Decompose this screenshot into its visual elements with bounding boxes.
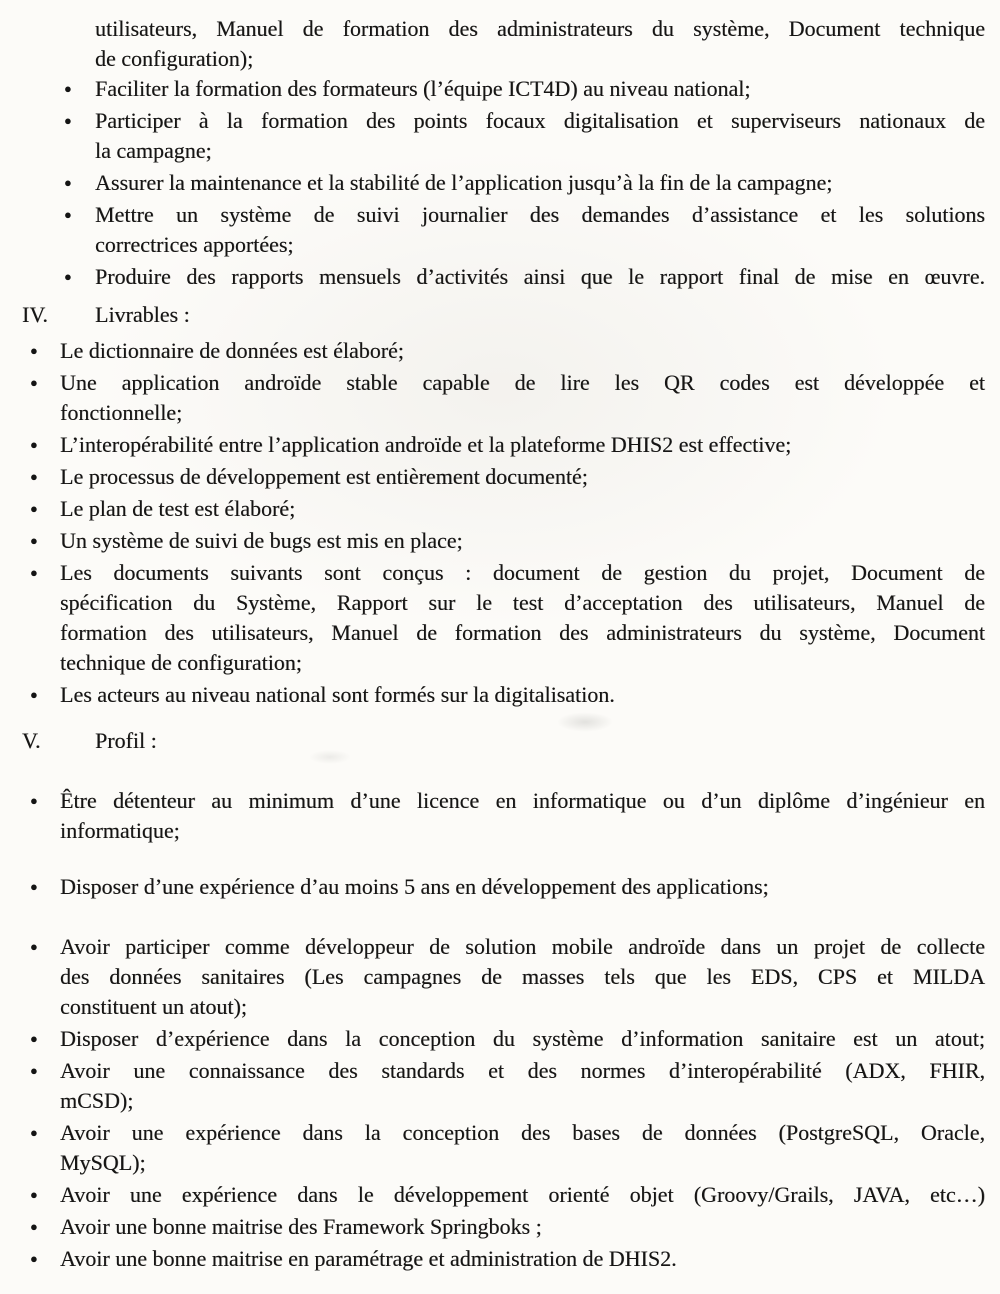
text-line: Disposer d’une expérience d’au moins 5 ans en développement des applications; <box>60 874 769 899</box>
text-line: Faciliter la formation des formateurs (l’équipe ICT4D) au niveau national; <box>95 76 751 101</box>
text-line: Les documents suivants sont conçus : document de gestion du projet, Document de <box>60 560 985 585</box>
text-line: Une application androïde stable capable de lire les QR codes est développée et <box>60 370 985 395</box>
text-line: Avoir une bonne maitrise des Framework Springboks ; <box>60 1214 542 1239</box>
text-line: correctrices apportées; <box>95 232 294 257</box>
list-item <box>22 462 985 492</box>
text-line: Participer à la formation des points focaux digitalisation et superviseurs nationaux de <box>95 108 985 133</box>
bullet-icon: ● <box>64 113 72 128</box>
list-item <box>22 106 985 166</box>
text-line: Disposer d’expérience dans la conception du système d’information sanitaire est un atout; <box>60 1026 985 1051</box>
bullet-icon: ● <box>30 1125 38 1140</box>
text-line: Avoir une bonne maitrise en paramétrage et administration de DHIS2. <box>60 1246 677 1271</box>
text-line: mCSD); <box>60 1088 134 1113</box>
text-line: Assurer la maintenance et la stabilité de l’application jusqu’à la fin de la campagne; <box>95 170 833 195</box>
list-item <box>22 168 985 198</box>
section-heading-livrables <box>22 300 985 330</box>
text-line: Avoir une expérience dans le développement orienté objet (Groovy/Grails, JAVA, etc…) <box>60 1182 985 1207</box>
list-item <box>22 872 985 902</box>
text-line: de configuration); <box>95 46 254 71</box>
text-line: formation des utilisateurs, Manuel de formation des administrateurs du système, Document <box>60 620 985 645</box>
bullet-icon: ● <box>30 533 38 548</box>
tasks-list <box>22 74 985 292</box>
list-item <box>22 368 985 428</box>
bullet-icon: ● <box>30 939 38 954</box>
text-line: MySQL); <box>60 1150 146 1175</box>
text-line: L’interopérabilité entre l’application androïde et la plateforme DHIS2 est effective; <box>60 432 792 457</box>
text-line: technique de configuration; <box>60 650 302 675</box>
bullet-icon: ● <box>30 469 38 484</box>
text-line: Le processus de développement est entièrement documenté; <box>60 464 588 489</box>
section-number: V. <box>22 728 41 753</box>
text-line: informatique; <box>60 818 180 843</box>
text-line: Un système de suivi de bugs est mis en place; <box>60 528 463 553</box>
section-number: IV. <box>22 302 48 327</box>
bullet-icon: ● <box>30 1251 38 1266</box>
text-line: Mettre un système de suivi journalier des demandes d’assistance et les solutions <box>95 202 985 227</box>
bullet-icon: ● <box>30 879 38 894</box>
list-item <box>22 1212 985 1242</box>
text-line: des données sanitaires (Les campagnes de masses tels que les EDS, CPS et MILDA <box>60 964 985 989</box>
bullet-icon: ● <box>64 207 72 222</box>
text-line: spécification du Système, Rapport sur le test d’acceptation des utilisateurs, Manuel de <box>60 590 985 615</box>
list-item <box>22 558 985 678</box>
list-item <box>22 262 985 292</box>
list-item <box>22 786 985 846</box>
bullet-icon: ● <box>30 1219 38 1234</box>
list-item <box>22 1244 985 1274</box>
continuation-paragraph <box>95 14 985 74</box>
text-line: Le dictionnaire de données est élaboré; <box>60 338 404 363</box>
list-item <box>22 74 985 104</box>
list-item <box>22 494 985 524</box>
section-title: Livrables : <box>95 302 190 327</box>
bullet-icon: ● <box>30 1063 38 1078</box>
text-line: la campagne; <box>95 138 212 163</box>
list-item <box>22 200 985 260</box>
list-item <box>22 1024 985 1054</box>
text-line: Le plan de test est élaboré; <box>60 496 296 521</box>
text-line: utilisateurs, Manuel de formation des administrateurs du système, Document technique <box>95 16 985 41</box>
profil-list <box>22 786 985 1274</box>
livrables-list <box>22 336 985 710</box>
list-item <box>22 932 985 1022</box>
bullet-icon: ● <box>30 1187 38 1202</box>
text-line: Avoir participer comme développeur de solution mobile androïde dans un projet de collecte <box>60 934 985 959</box>
bullet-icon: ● <box>64 269 72 284</box>
list-item <box>22 336 985 366</box>
text-line: Avoir une expérience dans la conception des bases de données (PostgreSQL, Oracle, <box>60 1120 985 1145</box>
bullet-icon: ● <box>30 343 38 358</box>
text-line: Être détenteur au minimum d’une licence en informatique ou d’un diplôme d’ingénieur en <box>60 788 985 813</box>
bullet-icon: ● <box>30 793 38 808</box>
list-item <box>22 1056 985 1116</box>
text-line: Les acteurs au niveau national sont formés sur la digitalisation. <box>60 682 615 707</box>
bullet-icon: ● <box>64 175 72 190</box>
bullet-icon: ● <box>30 437 38 452</box>
section-heading-profil <box>22 726 985 756</box>
bullet-icon: ● <box>64 81 72 96</box>
bullet-icon: ● <box>30 687 38 702</box>
text-line: Avoir une connaissance des standards et des normes d’interopérabilité (ADX, FHIR, <box>60 1058 985 1083</box>
section-title: Profil : <box>95 728 157 753</box>
text-line: Produire des rapports mensuels d’activités ainsi que le rapport final de mise en œuvre. <box>95 264 985 289</box>
text-line: constituent un atout); <box>60 994 247 1019</box>
bullet-icon: ● <box>30 1031 38 1046</box>
bullet-icon: ● <box>30 501 38 516</box>
bullet-icon: ● <box>30 565 38 580</box>
list-item <box>22 1180 985 1210</box>
list-item <box>22 680 985 710</box>
list-item <box>22 430 985 460</box>
list-item <box>22 526 985 556</box>
bullet-icon: ● <box>30 375 38 390</box>
text-line: fonctionnelle; <box>60 400 183 425</box>
list-item <box>22 1118 985 1178</box>
